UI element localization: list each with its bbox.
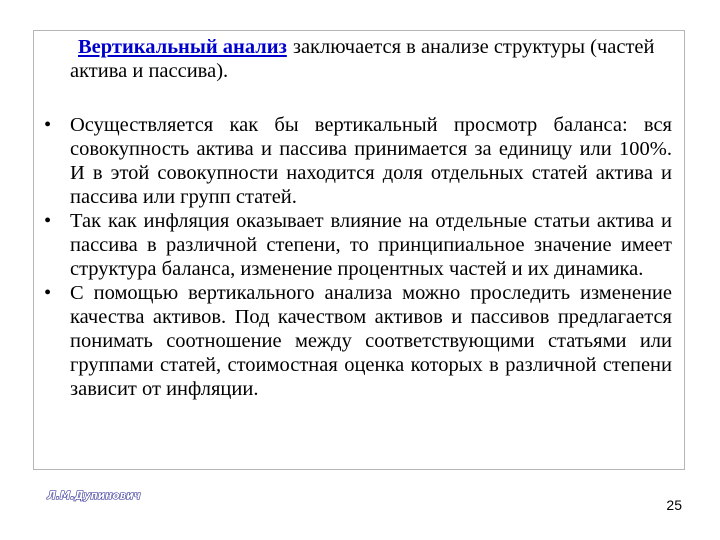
list-item [20, 281, 672, 401]
svg-text:Л.М.Дупинович: Л.М.Дупинович [47, 490, 141, 502]
bullet-icon: • [44, 282, 52, 304]
list-item-text: Осуществляется как бы вертикальный просмотр баланса: вся совокупность актива и пассива принимается за единицу или 100%. И в этой совокупности находится доля отдельных статей актива и пассива или групп статей. [70, 114, 672, 208]
bullet-icon: • [44, 114, 52, 136]
intro-paragraph [70, 35, 680, 83]
signature-logo [47, 485, 141, 505]
bullet-list [20, 113, 672, 401]
page-number: 25 [666, 497, 682, 513]
list-item [20, 209, 672, 281]
bullet-icon: • [44, 210, 52, 232]
list-item-text: С помощью вертикального анализа можно проследить изменение качества активов. Под качеством активов и пассивов предлагается понимать соотношение между соответствующими статьями или группами статей, стоимостная оценка которых в различной степени зависит от инфляции. [70, 282, 672, 400]
intro-term: Вертикальный анализ [78, 36, 287, 58]
intro-text: заключается в анализе структуры (частей актива и пассива). [70, 36, 655, 82]
list-item [20, 113, 672, 209]
list-item-text: Так как инфляция оказывает влияние на отдельные статьи актива и пассива в различной степени, то принципиальное значение имеет структура баланса, изменение процентных частей и их динамика. [70, 210, 672, 280]
